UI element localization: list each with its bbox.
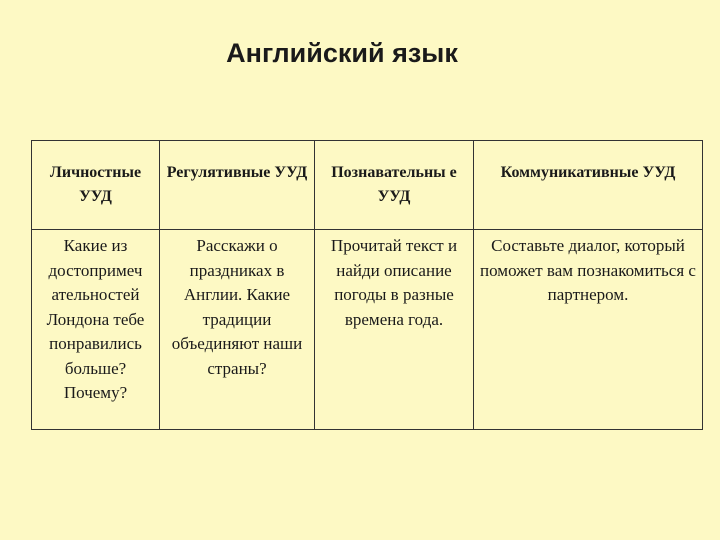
page-title: Английский язык [226,38,458,68]
header-communicative: Коммуникативные УУД [474,141,703,230]
cell-regulatory: Расскажи о праздниках в Англии. Какие традиции объединяют наши страны? [160,230,315,430]
cell-personal: Какие из достопримеч ательностей Лондона тебе понравились больше? Почему? [32,230,160,430]
header-regulatory: Регулятивные УУД [160,141,315,230]
table-row [32,230,703,430]
header-personal: Личностные УУД [32,141,160,230]
table-header-row [32,141,703,230]
header-cognitive: Познавательны е УУД [315,141,474,230]
uud-table [31,140,703,430]
cell-communicative: Составьте диалог, который поможет вам познакомиться с партнером. [474,230,703,430]
cell-cognitive: Прочитай текст и найди описание погоды в разные времена года. [315,230,474,430]
